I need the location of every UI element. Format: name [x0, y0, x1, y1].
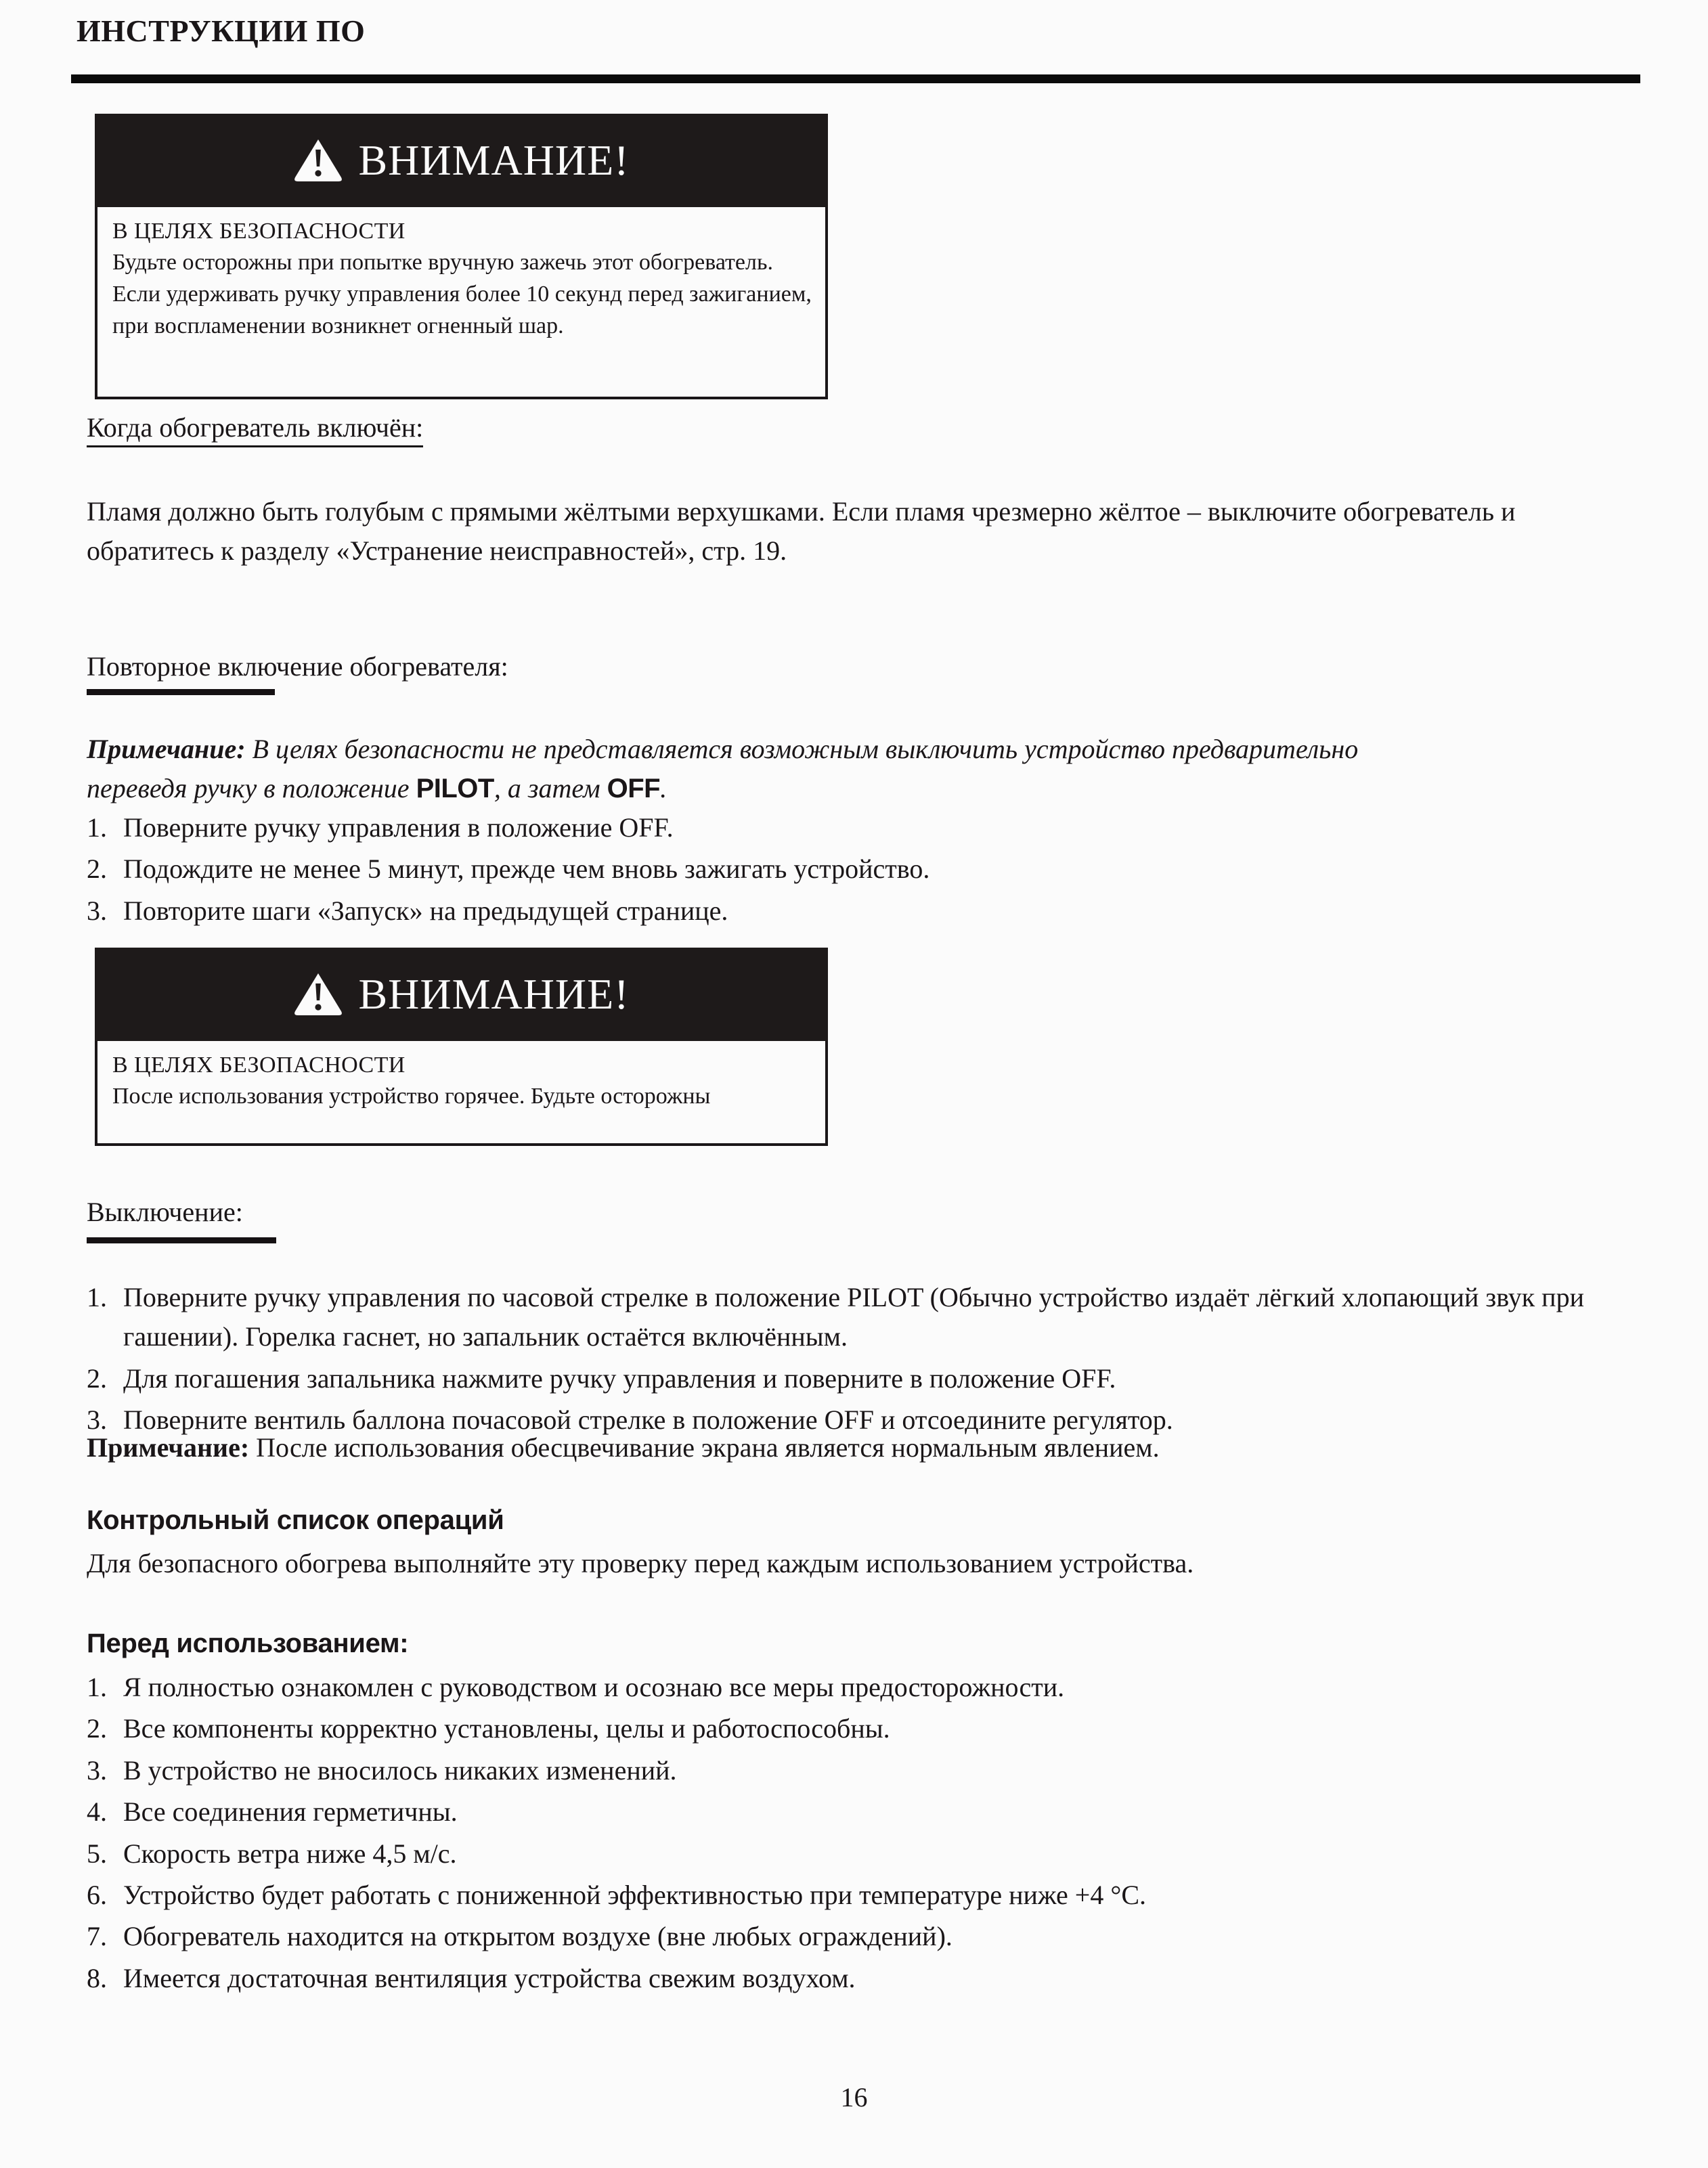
note-restart-pilot: PILOT [416, 774, 494, 804]
list-item-number: 3. [87, 1404, 107, 1436]
list-item-text: Я полностью ознакомлен с руководством и осознаю все меры предосторожности. [123, 1672, 1065, 1702]
list-item [87, 1668, 1637, 1707]
list-item [87, 1959, 1637, 1998]
note-restart-label: Примечание: [87, 734, 246, 764]
list-item-text: Все компоненты корректно установлены, целы и работоспособны. [123, 1713, 890, 1744]
section-heading-restart-label: Повторное включение обогревателя: [87, 651, 508, 682]
list-item-text: Имеется достаточная вентиляция устройства свежим воздухом. [123, 1962, 856, 1993]
warning-triangle-icon [293, 972, 343, 1017]
list-item [87, 1876, 1637, 1915]
warning-header-bar [95, 948, 828, 1041]
header-divider [71, 74, 1640, 83]
list-item-number: 8. [87, 1962, 107, 1993]
list-item-text: Подождите не менее 5 минут, прежде чем вновь зажигать устройство. [123, 854, 930, 885]
section-heading-checklist: Контрольный список операций [87, 1505, 504, 1535]
list-item [87, 1834, 1637, 1874]
list-item [87, 891, 1576, 931]
note-discoloration-text: После использования обесцвечивание экрана является нормальным явлением. [249, 1432, 1160, 1463]
warning-box-ignition [95, 114, 828, 399]
list-item [87, 1751, 1637, 1790]
list-item [87, 1278, 1637, 1357]
note-restart-off: OFF [607, 774, 661, 804]
list-item-number: 2. [87, 1713, 107, 1744]
list-item-number: 2. [87, 854, 107, 885]
page-number: 16 [840, 2082, 868, 2112]
warning-body [95, 207, 828, 399]
shutdown-steps-list [87, 1278, 1637, 1442]
list-item-number: 5. [87, 1838, 107, 1869]
note-restart-text-1: В целях безопасности не представляется возможным выключить устройство предварительно переведя ручку в положение [87, 734, 1359, 804]
section-heading-heater-on [87, 412, 423, 447]
warning-subject: В ЦЕЛЯХ БЕЗОПАСНОСТИ [112, 1053, 406, 1078]
list-item-text: Обогреватель находится на открытом воздухе (вне любых ограждений). [123, 1921, 952, 1952]
section-heading-restart-underline [87, 689, 275, 695]
list-item [87, 849, 1576, 889]
list-item [87, 1917, 1637, 1956]
paragraph-flame-description: Пламя должно быть голубым с прямыми жёлтыми верхушками. Если пламя чрезмерно жёлтое – выключите обогреватель и обратитесь к разделу «Устранение неисправностей», стр. 19. [87, 496, 1516, 567]
list-item-number: 3. [87, 1754, 107, 1786]
section-heading-before-use: Перед использованием: [87, 1629, 409, 1658]
list-item-text: Скорость ветра ниже 4,5 м/с. [123, 1838, 457, 1869]
section-heading-restart [87, 650, 508, 683]
warning-body [95, 1041, 828, 1146]
list-item [87, 808, 1576, 847]
list-item-text: Устройство будет работать с пониженной эффективностью при температуре ниже +4 °C. [123, 1879, 1147, 1910]
list-item-number: 2. [87, 1363, 107, 1394]
warning-message: Будьте осторожны при попытке вручную зажечь этот обогреватель. Если удерживать ручку управления более 10 секунд перед зажиганием, при воспламенении возникнет огненный шар. [112, 249, 812, 338]
list-item-number: 3. [87, 895, 107, 926]
note-discoloration [87, 1428, 1637, 1467]
warning-subject: В ЦЕЛЯХ БЕЗОПАСНОСТИ [112, 219, 406, 244]
list-item-text: Поверните ручку управления по часовой стрелке в положение PILOT (Обычно устройство издаёт лёгкий хлопающий звук при гашении). Горелка гаснет, но запальник остаётся включённым. [123, 1282, 1584, 1352]
list-item-number: 6. [87, 1879, 107, 1910]
section-heading-shutdown [87, 1196, 243, 1229]
section-heading-heater-on-label: Когда обогреватель включён: [87, 412, 423, 447]
list-item-text: Поверните ручку управления в положение OFF. [123, 812, 674, 843]
warning-header-bar [95, 114, 828, 207]
list-item-number: 4. [87, 1796, 107, 1828]
note-restart-text-2: , а затем [494, 773, 607, 804]
section-heading-shutdown-label: Выключение: [87, 1197, 243, 1227]
warning-heading: ВНИМАНИЕ! [358, 970, 630, 1018]
note-discoloration-label: Примечание: [87, 1432, 250, 1463]
list-item-text: Для погашения запальника нажмите ручку управления и поверните в положение OFF. [123, 1363, 1116, 1394]
note-restart-text-3: . [660, 773, 667, 804]
list-item-number: 7. [87, 1921, 107, 1952]
page-title: ИНСТРУКЦИИ ПО [76, 14, 366, 48]
list-item-text: Все соединения герметичны. [123, 1796, 458, 1828]
list-item-number: 1. [87, 1282, 107, 1312]
list-item [87, 1709, 1637, 1748]
warning-heading: ВНИМАНИЕ! [358, 136, 630, 184]
note-restart [87, 730, 1447, 809]
list-item-text: Поверните вентиль баллона почасовой стрелке в положение OFF и отсоедините регулятор. [123, 1404, 1173, 1436]
warning-box-hot-surface [95, 948, 828, 1146]
list-item-text: Повторите шаги «Запуск» на предыдущей странице. [123, 895, 728, 926]
warning-message: После использования устройство горячее. Будьте осторожны [112, 1083, 711, 1109]
list-item [87, 1359, 1637, 1398]
warning-triangle-icon [293, 138, 343, 183]
list-item-number: 1. [87, 812, 107, 843]
checklist-intro: Для безопасного обогрева выполняйте эту проверку перед каждым использованием устройства. [87, 1548, 1194, 1578]
list-item-text: В устройство не вносилось никаких изменений. [123, 1754, 677, 1786]
checklist-items-list [87, 1668, 1637, 2000]
list-item [87, 1792, 1637, 1832]
restart-steps-list [87, 808, 1576, 933]
list-item-number: 1. [87, 1672, 107, 1702]
section-heading-shutdown-underline [87, 1237, 276, 1243]
